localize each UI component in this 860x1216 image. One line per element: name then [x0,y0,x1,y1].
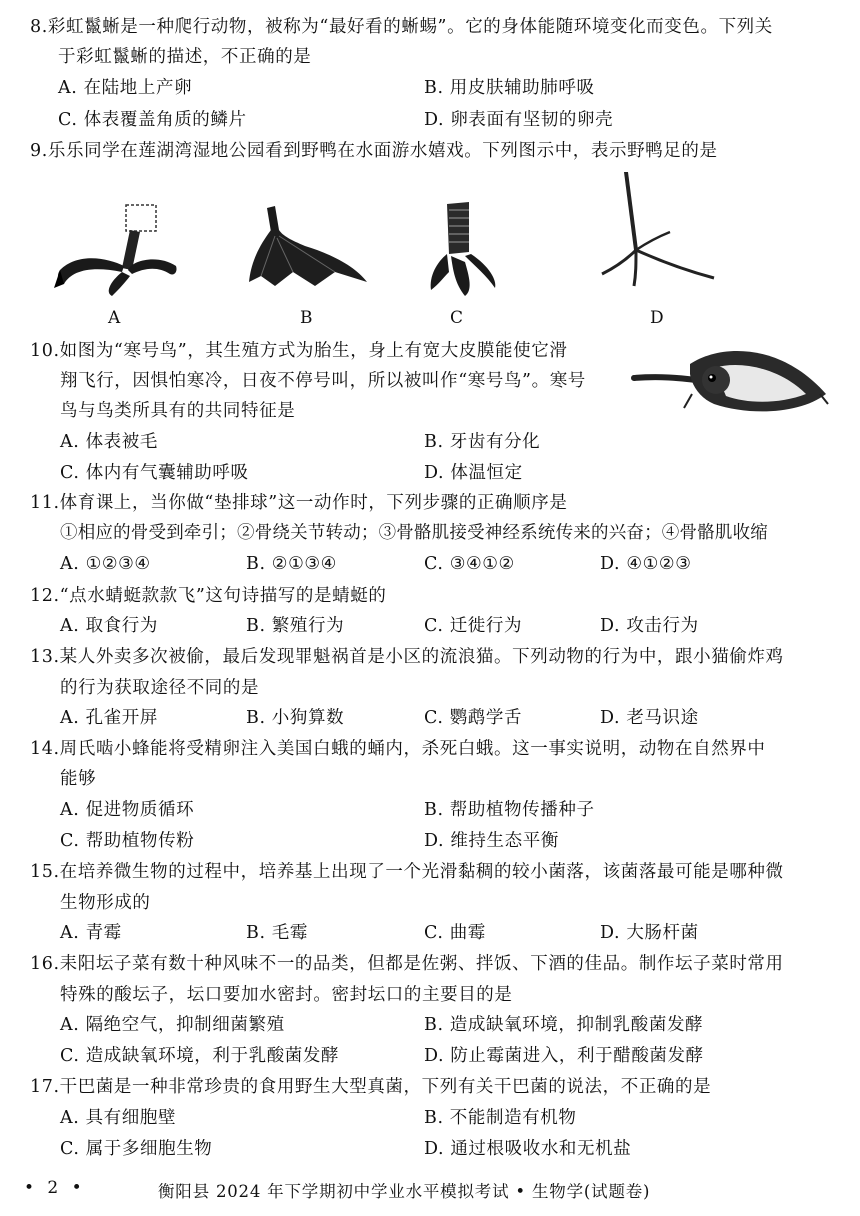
figure-label-b: B [300,308,313,328]
q8-option-c: C. 体表覆盖角质的鳞片 [58,110,247,130]
q14-option-a: A. 促进物质循环 [60,800,195,820]
q14-option-c: C. 帮助植物传粉 [60,831,195,851]
q16-option-d: D. 防止霉菌进入，利于醋酸菌发酵 [424,1046,704,1066]
q14-line-1: 14.周氏啮小蜂能将受精卵注入美国白蛾的蛹内，杀死白蛾。这一事实说明，动物在自然界中 [30,739,766,759]
figure-label-c: C [450,308,464,328]
thin-toed-foot-icon [598,170,718,290]
q10-line-2: 翔飞行，因惧怕寒冷，日夜不停号叫，所以被叫作“寒号鸟”。寒号 [60,371,586,391]
q11-option-b: B. ②①③④ [246,554,337,574]
q10-option-a: A. 体表被毛 [60,432,158,452]
flying-squirrel-icon [630,334,830,424]
figure-label-a: A [108,308,121,328]
exam-title: 衡阳县 2024 年下学期初中学业水平模拟考试 • 生物学(试题卷) [158,1182,651,1201]
figure-label-d: D [650,308,664,328]
q8-line-2: 于彩虹鬣蜥的描述，不正确的是 [58,47,312,67]
q8-option-a: A. 在陆地上产卵 [58,78,193,98]
q15-option-a: A. 青霉 [60,923,122,943]
bird-claw-icon [48,200,183,300]
q17-option-d: D. 通过根吸收水和无机盐 [424,1139,632,1159]
q15-option-b: B. 毛霉 [246,923,308,943]
q11-line-2: ①相应的骨受到牵引；②骨绕关节转动；③骨骼肌接受神经系统传来的兴奋；④骨骼肌收缩 [60,523,768,543]
q15-line-1: 15.在培养微生物的过程中，培养基上出现了一个光滑黏稠的较小菌落，该菌落最可能是哪种微 [30,862,784,882]
q14-option-b: B. 帮助植物传播种子 [424,800,595,820]
q12-line-1: 12.“点水蜻蜓款款飞”这句诗描写的是蜻蜓的 [30,586,387,606]
q11-option-c: C. ③④①② [424,554,515,574]
q8-option-d: D. 卵表面有坚韧的卵壳 [424,110,614,130]
q11-option-d: D. ④①②③ [600,554,692,574]
webbed-foot-icon [245,206,370,294]
q10-line-3: 鸟与鸟类所具有的共同特征是 [60,401,296,421]
q9-line-1: 9.乐乐同学在莲湖湾湿地公园看到野鸭在水面游水嬉戏。下列图示中，表示野鸭足的是 [30,141,718,161]
q17-option-a: A. 具有细胞壁 [60,1108,177,1128]
q17-option-b: B. 不能制造有机物 [424,1108,577,1128]
q13-option-d: D. 老马识途 [600,708,699,728]
q14-option-d: D. 维持生态平衡 [424,831,559,851]
q12-option-d: D. 攻击行为 [600,616,699,636]
q11-option-a: A. ①②③④ [60,554,151,574]
q13-option-a: A. 孔雀开屏 [60,708,158,728]
q8-option-b: B. 用皮肤辅助肺呼吸 [424,78,595,98]
q15-line-2: 生物形成的 [60,893,151,913]
q17-line-1: 17.干巴菌是一种非常珍贵的食用野生大型真菌，下列有关干巴菌的说法，不正确的是 [30,1077,712,1097]
q12-option-c: C. 迁徙行为 [424,616,523,636]
q16-line-1: 16.耒阳坛子菜有数十种风味不一的品类，但都是佐粥、拌饭、下酒的佳品。制作坛子菜时常用 [30,954,784,974]
q10-option-d: D. 体温恒定 [424,463,523,483]
q16-option-b: B. 造成缺氧环境，抑制乳酸菌发酵 [424,1015,704,1035]
q15-option-c: C. 曲霉 [424,923,486,943]
q10-option-b: B. 牙齿有分化 [424,432,541,452]
q12-option-b: B. 繁殖行为 [246,616,345,636]
scaly-foot-icon [425,200,500,300]
q13-line-2: 的行为获取途径不同的是 [60,678,260,698]
q10-line-1: 10.如图为“寒号鸟”，其生殖方式为胎生，身上有宽大皮膜能使它滑 [30,341,568,361]
page-footer [0,1178,860,1202]
q15-option-d: D. 大肠杆菌 [600,923,699,943]
q8-line-1: 8.彩虹鬣蜥是一种爬行动物，被称为“最好看的蜥蜴”。它的身体能随环境变化而变色。下列关 [30,17,773,37]
q13-option-c: C. 鹦鹉学舌 [424,708,523,728]
q17-option-c: C. 属于多细胞生物 [60,1139,213,1159]
q16-option-c: C. 造成缺氧环境，利于乳酸菌发酵 [60,1046,340,1066]
q16-line-2: 特殊的酸坛子，坛口要加水密封。密封坛口的主要目的是 [60,985,513,1005]
q12-option-a: A. 取食行为 [60,616,158,636]
q11-line-1: 11.体育课上，当你做“垫排球”这一动作时，下列步骤的正确顺序是 [30,493,568,513]
q14-line-2: 能够 [60,769,97,789]
q16-option-a: A. 隔绝空气，抑制细菌繁殖 [60,1015,285,1035]
q10-option-c: C. 体内有气囊辅助呼吸 [60,463,249,483]
q13-line-1: 13.某人外卖多次被偷，最后发现罪魁祸首是小区的流浪猫。下列动物的行为中，跟小猫偷炸鸡 [30,647,784,667]
page-number: • 2 • [24,1178,86,1198]
q13-option-b: B. 小狗算数 [246,708,345,728]
